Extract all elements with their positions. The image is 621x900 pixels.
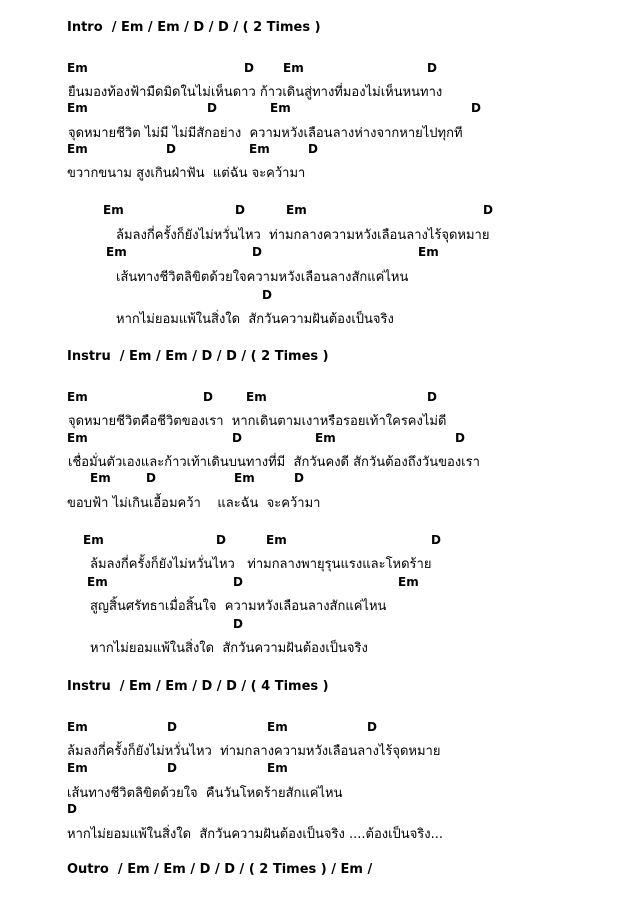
section-heading: Outro / Em / Em / D / D / ( 2 Times ) / Em / [67,862,373,877]
chord-label: Em [246,390,267,404]
chord-label: D [167,761,177,775]
lyric-line: ล้มลงกี่ครั้งก็ยังไม่หวั่นไหว ท่ามกลางพายุรุนแรงและโหดร้าย [90,557,432,572]
chord-label: Em [234,471,255,485]
chord-label: D [67,802,77,816]
chord-label: Em [315,431,336,445]
chord-label: D [427,390,437,404]
lyric-line: จุดหมายชีวิตคือชีวิตของเรา หากเดินตามเงาหรือรอยเท้าใครคงไม่ดี [68,414,447,429]
chord-label: D [244,61,254,75]
chord-label: D [483,203,493,217]
section-heading: Intro / Em / Em / D / D / ( 2 Times ) [67,20,321,35]
section-heading: Instru / Em / Em / D / D / ( 2 Times ) [67,349,329,364]
chord-label: Em [90,471,111,485]
chord-label: Em [267,761,288,775]
chord-label: D [233,575,243,589]
chord-label: D [216,533,226,547]
lyric-line: ล้มลงกี่ครั้งก็ยังไม่หวั่นไหว ท่ามกลางความหวังเลือนลางไร้จุดหมาย [67,744,441,759]
chord-label: D [207,101,217,115]
chord-label: D [233,617,243,631]
lyric-line: หากไม่ยอมแพ้ในสิ่งใด สักวันความฝันต้องเป็นจริง [116,312,394,327]
chord-label: Em [67,142,88,156]
section-heading: Instru / Em / Em / D / D / ( 4 Times ) [67,679,329,694]
chord-label: D [367,720,377,734]
lyric-line: ล้มลงกี่ครั้งก็ยังไม่หวั่นไหว ท่ามกลางความหวังเลือนลางไร้จุดหมาย [116,228,490,243]
lyric-line: เชื่อมั่นตัวเองและก้าวเท้าเดินบนทางที่มี สักวันคงดี สักวันต้องถึงวันของเรา [68,455,480,470]
chord-label: Em [87,575,108,589]
lyric-line: จุดหมายชีวิต ไม่มี ไม่มีสักอย่าง ความหวังเลือนลางห่างจากหายไปทุกที [68,126,463,141]
chord-label: Em [67,431,88,445]
lyric-line: หากไม่ยอมแพ้ในสิ่งใด สักวันความฝันต้องเป็นจริง ....ต้องเป็นจริง... [67,827,444,842]
chord-label: Em [67,761,88,775]
chord-label: D [262,288,272,302]
lyric-line: เส้นทางชีวิตลิขิตด้วยใจความหวังเลือนลางสักแค่ไหน [116,270,409,285]
chord-label: Em [249,142,270,156]
chord-label: D [146,471,156,485]
chord-label: D [203,390,213,404]
chord-label: D [232,431,242,445]
lyric-line: หากไม่ยอมแพ้ในสิ่งใด สักวันความฝันต้องเป็นจริง [90,641,368,656]
chord-label: Em [398,575,419,589]
chord-label: Em [286,203,307,217]
chord-label: D [166,142,176,156]
chord-label: D [235,203,245,217]
chord-label: D [308,142,318,156]
chord-label: D [294,471,304,485]
chord-label: Em [270,101,291,115]
lyric-line: ขอบฟ้า ไม่เกินเอื้อมคว้า และฉัน จะคว้ามา [67,496,321,511]
chord-label: Em [67,720,88,734]
lyric-line: เส้นทางชีวิตลิขิตด้วยใจ คืนวันโหดร้ายสักแค่ไหน [67,786,343,801]
chord-label: Em [83,533,104,547]
chord-label: Em [67,101,88,115]
chord-label: Em [67,61,88,75]
chord-label: Em [283,61,304,75]
chord-label: D [455,431,465,445]
chord-label: D [427,61,437,75]
chord-label: D [471,101,481,115]
lyric-line: ยืนมองท้องฟ้ามืดมิดในไม่เห็นดาว ก้าวเดินสู่ทางที่มองไม่เห็นหนทาง [68,85,443,100]
lyric-line: สูญสิ้นศรัทธาเมื่อสิ้นใจ ความหวังเลือนลางสักแค่ไหน [90,599,387,614]
chord-label: Em [106,245,127,259]
chord-label: Em [418,245,439,259]
chord-label: D [431,533,441,547]
chord-label: Em [267,720,288,734]
chord-label: D [252,245,262,259]
chord-label: D [167,720,177,734]
chord-label: Em [266,533,287,547]
lyric-line: ขวากขนาม สูงเกินฝ่าฟัน แต่ฉัน จะคว้ามา [67,166,306,181]
chord-label: Em [67,390,88,404]
chord-label: Em [103,203,124,217]
